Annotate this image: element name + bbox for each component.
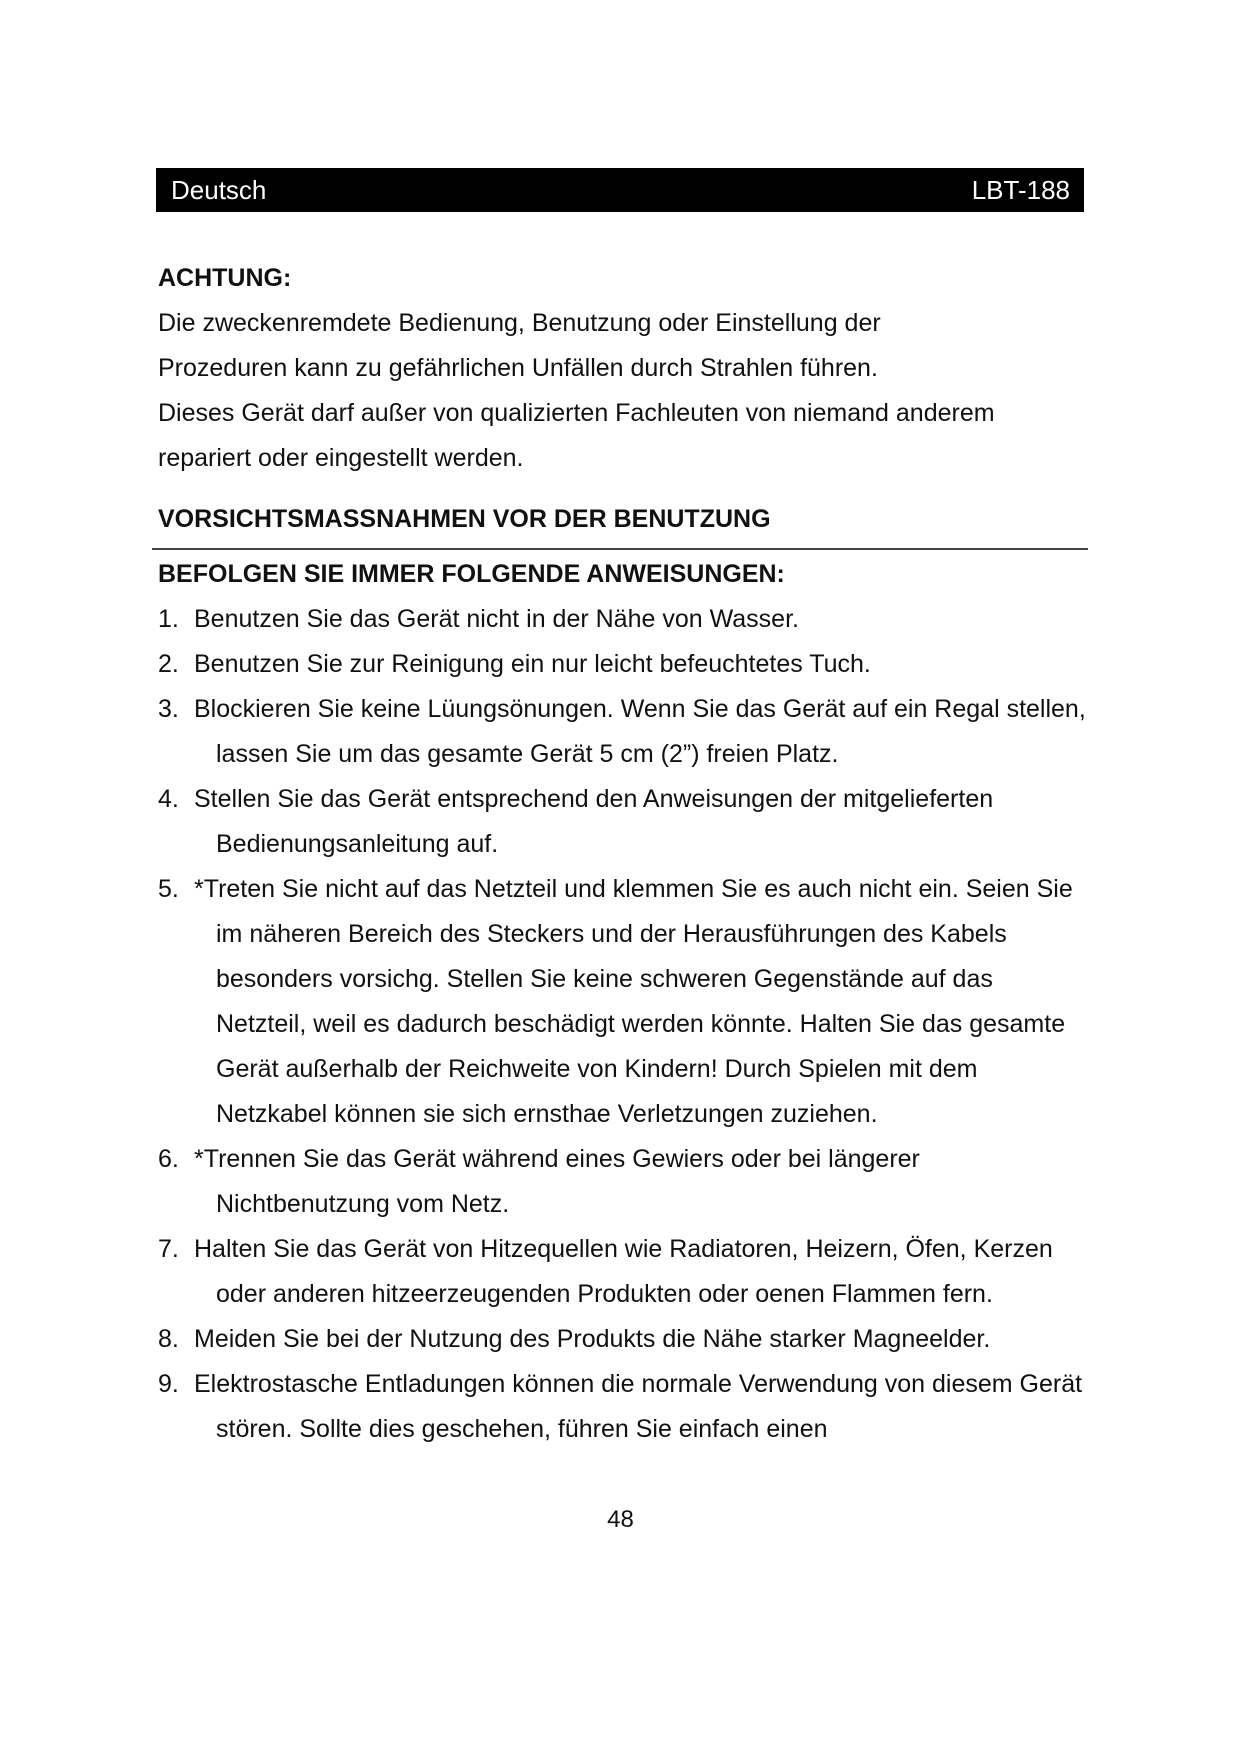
precautions-list — [158, 597, 1088, 1452]
list-item-1 — [158, 597, 1088, 642]
list-item-5 — [158, 867, 1088, 1137]
list-item-text: Blockieren Sie keine Lüungsönungen. Wenn Sie das Gerät auf ein Regal stellen, lassen Sie um das gesamte Gerät 5 cm (2”) freien Platz. — [194, 695, 1086, 768]
list-item-2 — [158, 642, 1088, 687]
section-divider — [152, 548, 1088, 550]
precautions-subheading: BEFOLGEN SIE IMMER FOLGENDE ANWEISUNGEN: — [158, 560, 785, 588]
list-item-number: 6. — [158, 1145, 179, 1173]
list-item-text: Meiden Sie bei der Nutzung des Produkts die Nähe starker Magneelder. — [194, 1325, 991, 1353]
header-language: Deutsch — [171, 174, 267, 205]
list-item-9 — [158, 1362, 1088, 1452]
page-content — [158, 256, 1088, 1452]
list-item-text: *Treten Sie nicht auf das Netzteil und klemmen Sie es auch nicht ein. Seien Sie im näheren Bereich des Steckers und der Herausführungen des Kabels besonders vorsichg. Stellen Sie keine schweren Gegenstände auf das Netzteil, weil es dadurch beschädigt werden könnte. Halten Sie das gesamte Gerät außerhalb der Reichweite von Kindern! Durch Spielen mit dem Netzkabel können sie sich ernsthae Verletzungen zuziehen. — [194, 875, 1073, 1128]
list-item-text: Benutzen Sie das Gerät nicht in der Nähe von Wasser. — [194, 605, 799, 633]
list-item-7 — [158, 1227, 1088, 1317]
caution-paragraph-2 — [158, 391, 1088, 481]
list-item-text: Halten Sie das Gerät von Hitzequellen wie Radiatoren, Heizern, Öfen, Kerzen oder anderen hitzeerzeugenden Produkten oder oenen Flammen fern. — [194, 1235, 1053, 1308]
list-item-8 — [158, 1317, 1088, 1362]
list-item-text: Stellen Sie das Gerät entsprechend den Anweisungen der mitgelieferten Bedienungsanleitung auf. — [194, 785, 994, 858]
list-item-6 — [158, 1137, 1088, 1227]
caution-paragraph-2-line-2: repariert oder eingestellt werden. — [158, 444, 524, 472]
list-item-text: Benutzen Sie zur Reinigung ein nur leicht befeuchtetes Tuch. — [194, 650, 871, 678]
list-item-number: 5. — [158, 875, 179, 903]
list-item-text: Elektrostasche Entladungen können die normale Verwendung von diesem Gerät stören. Sollte dies geschehen, führen Sie einfach einen — [194, 1370, 1083, 1443]
list-item-number: 1. — [158, 605, 179, 633]
header-model: LBT-188 — [971, 174, 1070, 205]
list-item-number: 3. — [158, 695, 179, 723]
caution-paragraph-2-line-1: Dieses Gerät darf außer von qualizierten Fachleuten von niemand anderem — [158, 399, 995, 427]
caution-paragraph-1-line-2: Prozeduren kann zu gefährlichen Unfällen durch Strahlen führen. — [158, 354, 878, 382]
list-item-number: 8. — [158, 1325, 179, 1353]
precautions-heading: VORSICHTSMASSNAHMEN VOR DER BENUTZUNG — [158, 505, 771, 533]
header-bar — [156, 168, 1084, 212]
list-item-4 — [158, 777, 1088, 867]
page-number: 48 — [607, 1506, 634, 1533]
list-item-text: *Trennen Sie das Gerät während eines Gewiers oder bei längerer Nichtbenutzung vom Netz. — [194, 1145, 920, 1218]
list-item-number: 4. — [158, 785, 179, 813]
list-item-number: 9. — [158, 1370, 179, 1398]
list-item-3 — [158, 687, 1088, 777]
list-item-number: 2. — [158, 650, 179, 678]
caution-paragraph-1-line-1: Die zweckenremdete Bedienung, Benutzung oder Einstellung der — [158, 309, 881, 337]
caution-paragraph-1 — [158, 301, 1088, 391]
list-item-number: 7. — [158, 1235, 179, 1263]
caution-heading: ACHTUNG: — [158, 264, 292, 292]
